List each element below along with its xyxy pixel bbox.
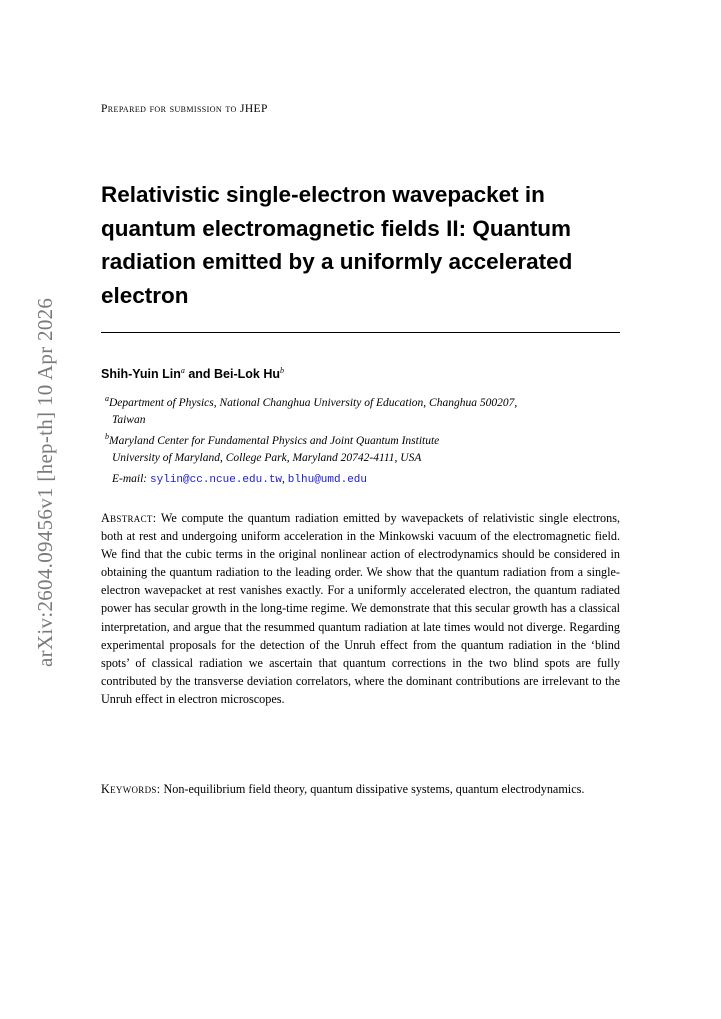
email-separator: , — [282, 473, 288, 485]
author-name: Shih-Yuin Lin — [101, 367, 181, 382]
abstract — [101, 509, 620, 708]
keywords-label: Keywords: — [101, 782, 161, 796]
affiliation-line: Taiwan — [112, 413, 146, 426]
paper-title: Relativistic single-electron wavepacket in quantum electromagnetic fields II: Quantum radiation emitted by a uniformly accelerated electron — [101, 182, 573, 308]
title-rule — [101, 332, 620, 333]
author-list — [101, 366, 284, 381]
affiliation-mark: a — [180, 366, 185, 375]
affiliation-mark: a — [105, 394, 109, 403]
affiliation-line: University of Maryland, College Park, Maryland 20742-4111, USA — [112, 451, 422, 464]
email-link[interactable]: blhu@umd.edu — [287, 474, 368, 486]
email-label: E-mail: — [112, 473, 151, 485]
keywords — [101, 780, 620, 798]
affiliation — [105, 390, 625, 429]
affiliation-line: Department of Physics, National Changhua University of Education, Changhua 500207, — [109, 396, 518, 409]
email-line — [112, 473, 367, 486]
abstract-text: We compute the quantum radiation emitted by wavepackets of relativistic single electrons, both at rest and undergoing uniform acceleration in the Minkowski vacuum of the electromagnetic field. We find that the cubic terms in the original nonlinear action of electrodynamics should be considered in obtaining the quantum radiation to the leading order. We show that the quantum radiation from a single-electron wavepacket at rest vanishes exactly. For a uniformly accelerated electron, the quantum radiated power has secular growth in the long-time regime. We demonstrate that this secular growth has a classical interpretation, and argue that the resummed quantum radiation at late times would not diverge. Regarding experimental proposals for the detection of the Unruh effect from the quantum radiation in the ‘blind spots’ of classical radiation we ascertain that quantum corrections in the two blind spots are fully contributed by the transverse deviation correlators, where the dominant contributions are irrelevant to the Unruh effect in electron microscopes. — [101, 511, 621, 706]
arxiv-identifier: arXiv:2604.09456v1 [hep-th] 10 Apr 2026 — [33, 297, 57, 667]
affiliation-mark: b — [280, 366, 285, 375]
email-link[interactable]: sylin@cc.ncue.edu.tw — [150, 474, 283, 486]
keywords-text: Non-equilibrium field theory, quantum dissipative systems, quantum electrodynamics. — [163, 782, 585, 796]
abstract-label: Abstract: — [101, 511, 157, 525]
author-joiner: and — [184, 367, 215, 382]
affiliation-line: Maryland Center for Fundamental Physics and Joint Quantum Institute — [109, 434, 440, 447]
submission-note: Prepared for submission to JHEP — [101, 103, 268, 115]
author-name: Bei-Lok Hu — [214, 367, 281, 382]
affiliation — [105, 428, 625, 467]
affiliation-mark: b — [105, 432, 109, 441]
